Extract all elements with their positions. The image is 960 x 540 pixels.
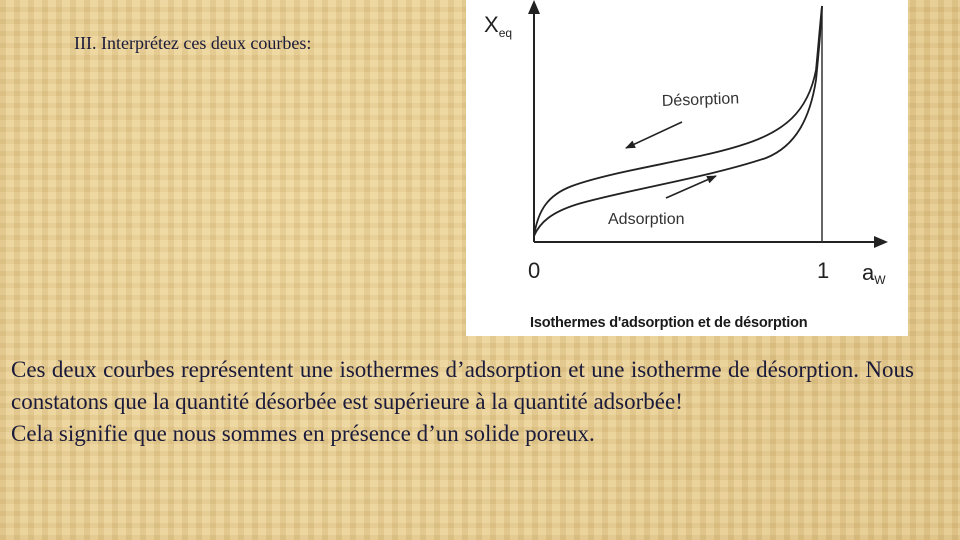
conclusion-paragraph: Cela signifie que nous sommes en présence d’un solide poreux. (11, 421, 595, 446)
desorption-arrow (626, 122, 682, 148)
slide-heading: III. Interprétez ces deux courbes: (74, 33, 312, 53)
adsorption-arrow (666, 176, 716, 198)
y-axis-arrowhead (528, 0, 540, 14)
x-axis-label: aW (862, 260, 886, 287)
x-axis-arrowhead (874, 236, 888, 248)
body-text (11, 354, 914, 450)
figure-caption: Isothermes d'adsorption et de désorption (530, 315, 808, 331)
x-tick-0: 0 (528, 258, 541, 283)
y-axis-label: $X_{eq}$ (484, 12, 513, 40)
explanation-paragraph: Ces deux courbes représentent une isothermes d’adsorption et une isotherme de désorption. Nous constatons que la quantité désorbée est supérieure à la quantité adsorbée! (11, 357, 914, 414)
desorption-curve (534, 6, 822, 236)
adsorption-label: Adsorption (608, 211, 685, 228)
adsorption-curve (534, 6, 822, 236)
isotherm-diagram (466, 0, 908, 336)
x-tick-1: 1 (817, 258, 830, 283)
desorption-label: Désorption (661, 90, 740, 110)
isotherm-figure (466, 0, 908, 336)
